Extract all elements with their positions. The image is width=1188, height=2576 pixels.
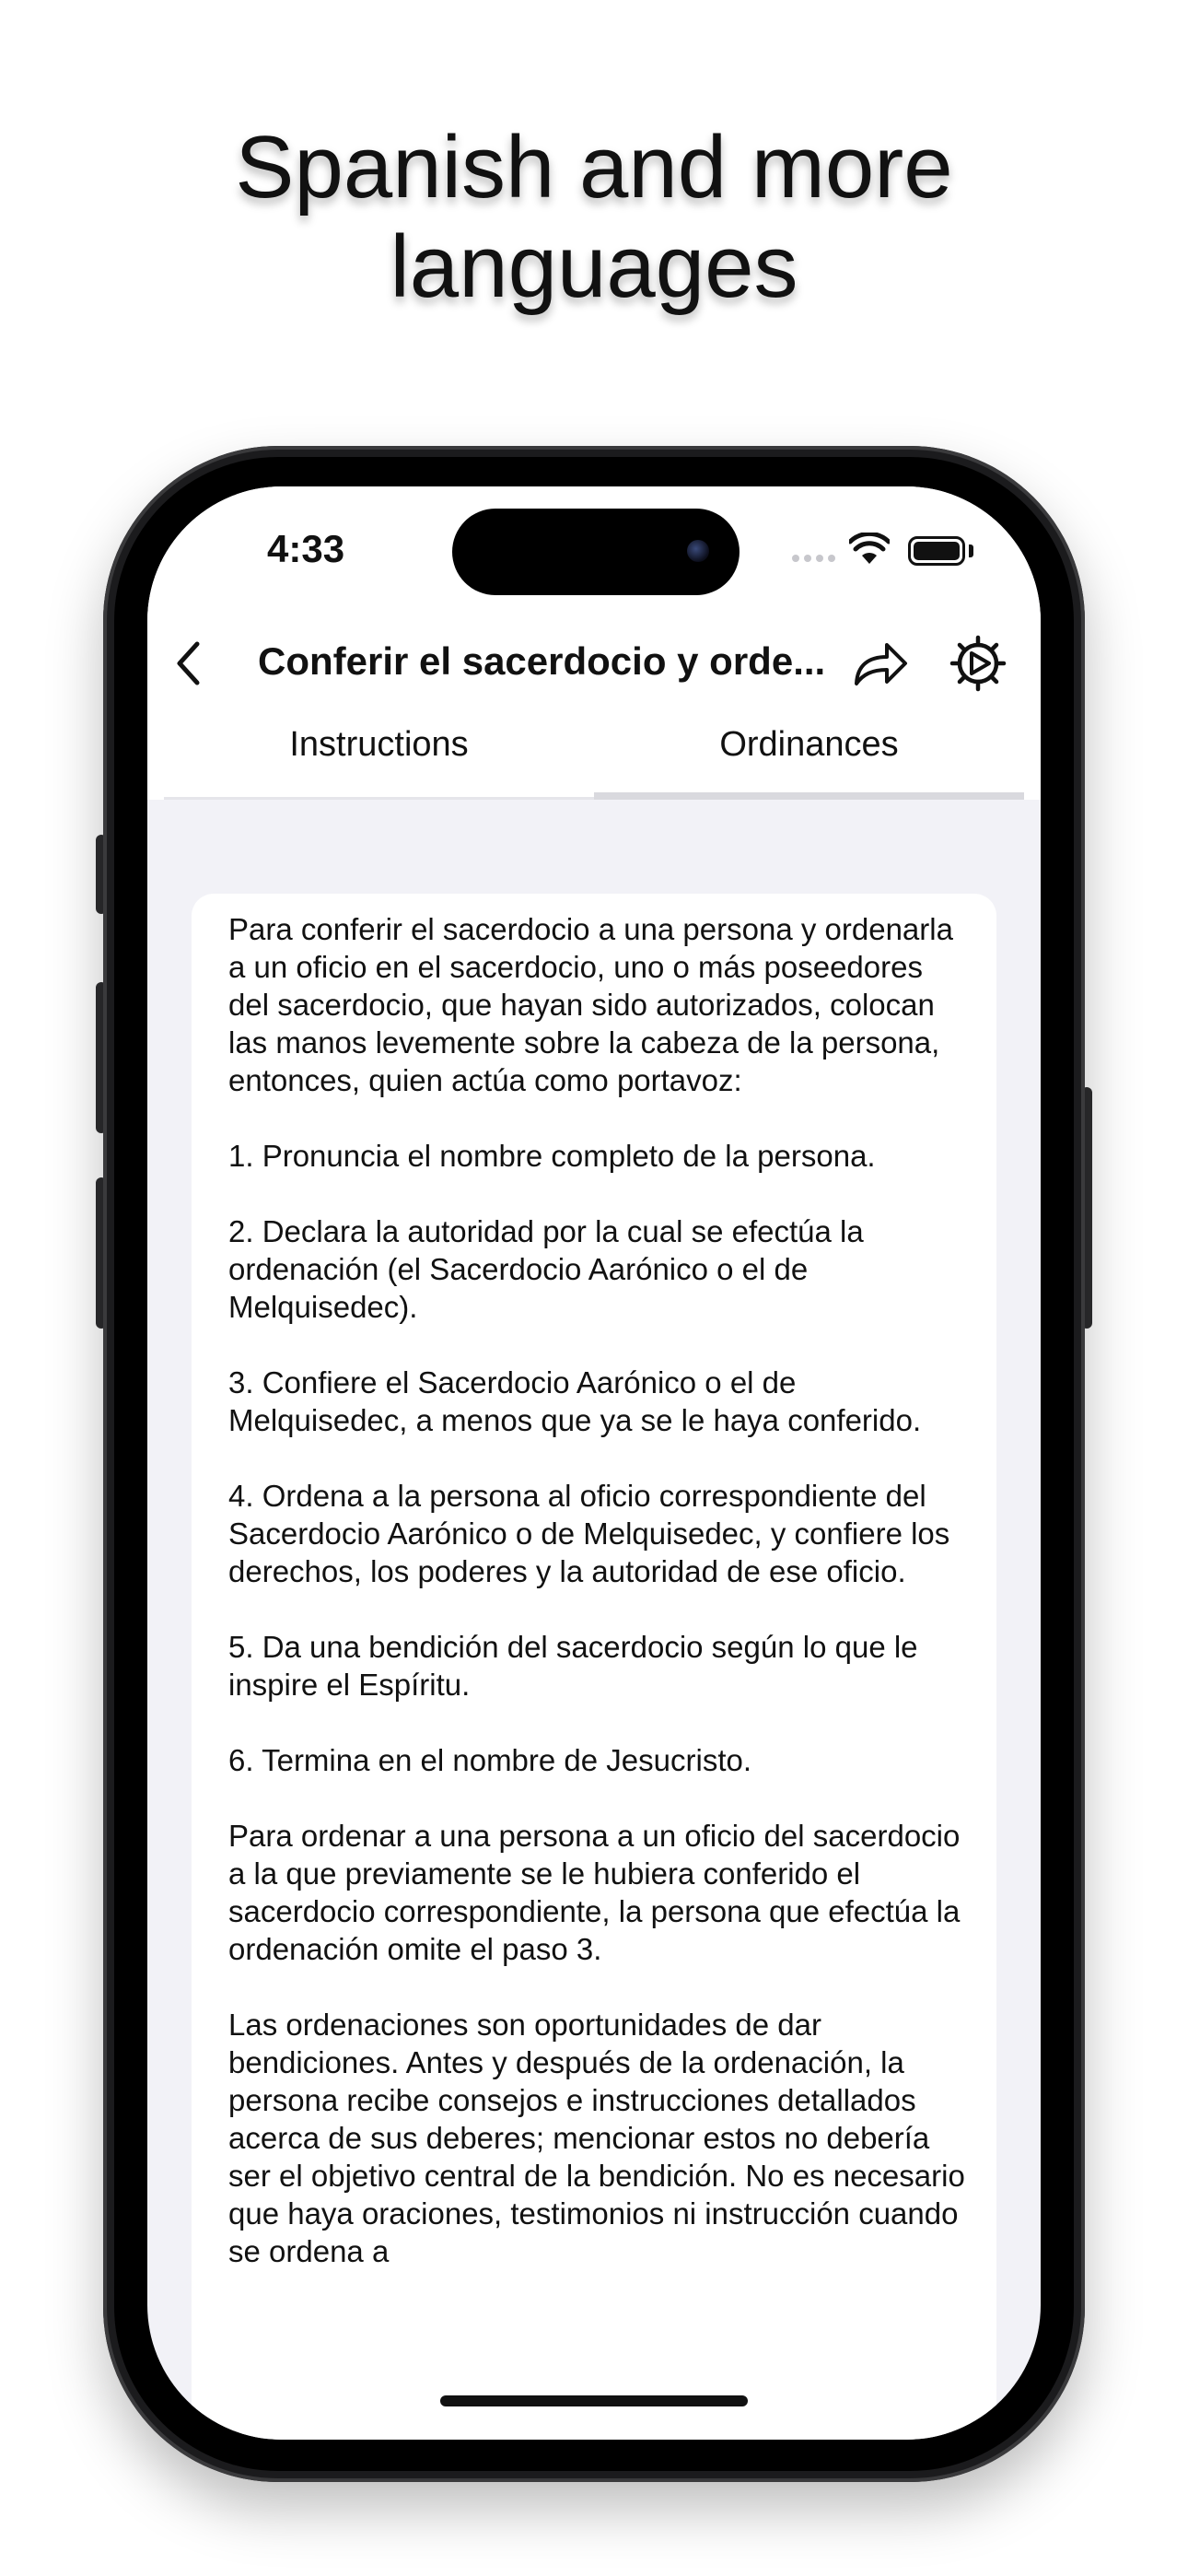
paragraph: 6. Termina en el nombre de Jesucristo. — [228, 1743, 752, 1777]
ordinance-text — [228, 910, 965, 2308]
phone-screen — [147, 486, 1041, 2440]
paragraph: 2. Declara la autoridad por la cual se efectúa la ordenación (el Sacerdocio Aarónico o el de Melquisedec). — [228, 1214, 864, 1324]
tab-underline — [164, 797, 594, 800]
headline-line-2: languages — [390, 217, 798, 316]
share-arrow-icon — [852, 639, 909, 687]
ordinance-text-card[interactable] — [192, 894, 996, 2440]
wifi-icon — [849, 533, 890, 570]
tab-label: Instructions — [289, 725, 469, 764]
page-title: Conferir el sacerdocio y orde... — [258, 639, 826, 683]
battery-tip — [969, 544, 973, 557]
home-indicator[interactable] — [440, 2395, 748, 2406]
paragraph: Para ordenar a una persona a un oficio del sacerdocio a la que previamente se le hubiera conferido el sacerdocio correspondiente, la persona que efectúa la ordenación omite el paso 3. — [228, 1819, 961, 1966]
chevron-left-icon — [174, 640, 202, 686]
status-time: 4:33 — [267, 527, 345, 570]
cellular-signal-icon — [792, 555, 835, 562]
tab-ordinances[interactable] — [594, 717, 1024, 800]
battery-icon — [908, 536, 965, 566]
paragraph: Para conferir el sacerdocio a una persona y ordenarla a un oficio en el sacerdocio, uno o más poseedores del sacerdocio, que hayan sido autorizados, colocan las manos levemente sobre la cabeza de la persona, entonces, quien actúa como portavoz: — [228, 912, 953, 1097]
headline-line-1: Spanish and more — [235, 118, 953, 217]
paragraph: 3. Confiere el Sacerdocio Aarónico o el de Melquisedec, a menos que ya se le haya conferido. — [228, 1365, 922, 1437]
paragraph: 5. Da una bendición del sacerdocio según lo que le inspire el Espíritu. — [228, 1630, 918, 1702]
paragraph: Las ordenaciones son oportunidades de dar bendiciones. Antes y después de la ordenación, la persona recibe consejos e instrucciones detallados acerca de sus deberes; mencionar estos no debería ser el objetivo central de la bendición. No es necesario que haya oraciones, testimonios ni instrucción cuando se ordena a — [228, 2008, 965, 2268]
segmented-tabs — [164, 717, 1024, 800]
share-button[interactable] — [845, 628, 915, 698]
tab-underline-active — [594, 792, 1024, 800]
back-button[interactable] — [160, 626, 215, 700]
tab-label: Ordinances — [719, 725, 899, 764]
gear-play-icon — [949, 634, 1007, 693]
camera-lens-icon — [687, 540, 709, 562]
paragraph: 1. Pronuncia el nombre completo de la persona. — [228, 1139, 876, 1173]
settings-button[interactable] — [941, 626, 1015, 700]
paragraph: 4. Ordena a la persona al oficio correspondiente del Sacerdocio Aarónico o de Melquisedec, y confiere los derechos, los poderes y la autoridad de ese oficio. — [228, 1479, 950, 1588]
marketing-headline — [0, 118, 1188, 317]
tab-instructions[interactable] — [164, 717, 594, 800]
